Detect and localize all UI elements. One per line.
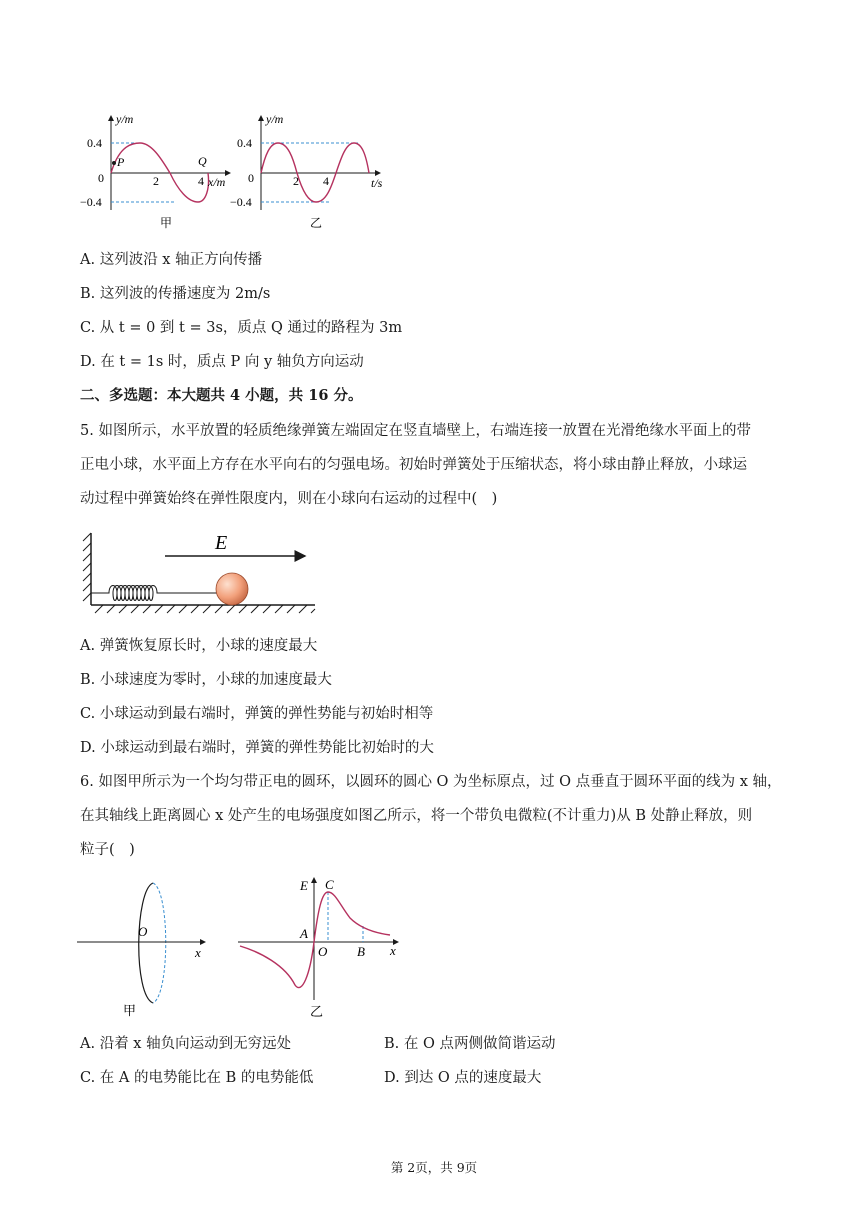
q5-stem-line-2: 正电小球，水平面上方存在水平向右的匀强电场。初始时弹簧处于压缩状态，将小球由静止释放，小球运 [80, 457, 747, 473]
ring-back [153, 883, 166, 1003]
q4-jia-ytick-top: 0.4 [87, 136, 102, 150]
field-label-e: E [215, 532, 228, 554]
q6-option-a: A. 沿着 x 轴负向运动到无穷远处 [80, 1036, 292, 1052]
q4-option-a: A. 这列波沿 x 轴正方向传播 [80, 252, 263, 268]
e-axis-label: E [300, 878, 308, 893]
q6-stem-line-3: 粒子( ) [80, 842, 135, 858]
q4-yi-ytick-bottom: −0.4 [230, 195, 252, 209]
q4-jia-ytick-bottom: −0.4 [80, 195, 102, 209]
q5-option-a: A. 弹簧恢复原长时，小球的速度最大 [80, 638, 318, 654]
q4-yi-xtick-4: 4 [323, 174, 329, 188]
q4-jia-xtick-4: 4 [198, 174, 204, 188]
q4-jia-point-q: Q [198, 154, 207, 168]
page-footer: 第 2页，共 9页 [390, 1160, 478, 1175]
q5-spring-figure [75, 525, 325, 620]
q6-yi-caption: 乙 [310, 1004, 324, 1019]
q4-jia-xlabel: x/m [208, 175, 226, 189]
q4-jia-ylabel: y/m [116, 112, 134, 126]
q5-option-c: C. 小球运动到最右端时，弹簧的弹性势能与初始时相等 [80, 706, 434, 722]
q4-yi-xtick-2: 2 [293, 174, 299, 188]
q6-option-d: D. 到达 O 点的速度最大 [384, 1070, 542, 1086]
ring-front [139, 883, 153, 1003]
q4-yi-ylabel: y/m [266, 112, 284, 126]
q5-stem-line-1: 5. 如图所示，水平放置的轻质绝缘弹簧左端固定在竖直墙壁上，右端连接一放置在光滑绝缘水平面上的带 [80, 423, 751, 439]
q5-option-b: B. 小球速度为零时，小球的加速度最大 [80, 672, 332, 688]
q6-figure-jia-ring [75, 875, 220, 1025]
point-b-label: B [357, 944, 365, 959]
q4-jia-caption: 甲 [160, 216, 173, 230]
q4-yi-ytick-top: 0.4 [237, 136, 252, 150]
q5-option-d: D. 小球运动到最右端时，弹簧的弹性势能比初始时的大 [80, 740, 434, 756]
q4-yi-ytick-zero: 0 [248, 171, 254, 185]
q4-option-c: C. 从 t = 0 到 t = 3s，质点 Q 通过的路程为 3m [80, 320, 403, 336]
x-axis-label: x [390, 943, 396, 958]
section-title-multiple-choice: 二、多选题：本大题共 4 小题，共 16 分。 [80, 387, 363, 404]
ring-axis-label: x [195, 945, 201, 960]
q4-yi-caption: 乙 [310, 216, 323, 230]
q4-jia-ytick-zero: 0 [98, 171, 104, 185]
q6-option-b: B. 在 O 点两侧做简谐运动 [384, 1036, 556, 1052]
point-o-label: O [318, 944, 328, 959]
e-field-curve [240, 892, 390, 988]
q6-figure-yi-graph [230, 870, 405, 1025]
point-a-label: A [300, 926, 308, 941]
q6-stem-line-2: 在其轴线上距离圆心 x 处产生的电场强度如图乙所示，将一个带负电微粒(不计重力)从 B 处静止释放，则 [80, 808, 753, 824]
q4-option-b: B. 这列波的传播速度为 2m/s [80, 286, 271, 302]
q6-option-c: C. 在 A 的电势能比在 B 的电势能低 [80, 1070, 314, 1086]
q4-jia-xtick-2: 2 [153, 174, 159, 188]
q6-jia-caption: 甲 [123, 1003, 137, 1018]
point-c-label: C [325, 877, 334, 892]
q4-yi-xlabel: t/s [371, 176, 383, 190]
q4-figure-jia [80, 110, 240, 235]
q6-stem-line-1: 6. 如图甲所示为一个均匀带正电的圆环，以圆环的圆心 O 为坐标原点，过 O 点垂直于圆环平面的线为 x 轴， [80, 774, 782, 790]
spring-coil [91, 586, 217, 601]
q4-figure-yi [230, 110, 400, 235]
q5-stem-line-3: 动过程中弹簧始终在弹性限度内，则在小球向右运动的过程中( ) [80, 491, 498, 507]
q4-jia-point-p: P [117, 155, 125, 169]
charged-ball [216, 573, 248, 605]
ring-origin-label: O [138, 924, 148, 939]
q4-option-d: D. 在 t = 1s 时，质点 P 向 y 轴负方向运动 [80, 354, 364, 370]
